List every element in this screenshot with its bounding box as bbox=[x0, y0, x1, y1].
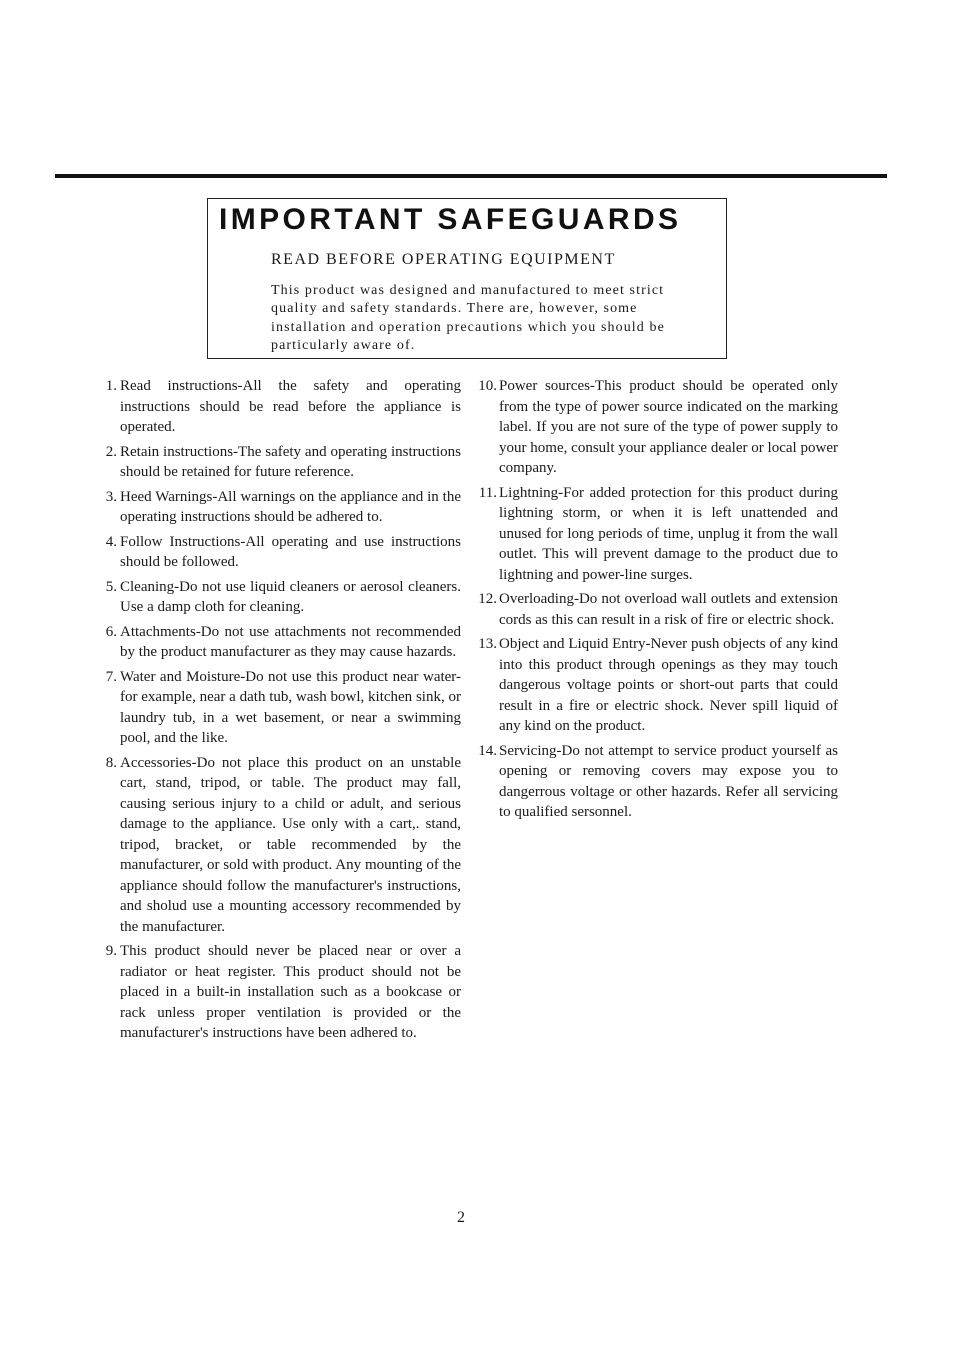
item-number: 6. bbox=[105, 623, 117, 640]
item-number: 4. bbox=[105, 533, 117, 550]
item-text: Follow Instructions-All operating and use instructions should be followed. bbox=[120, 533, 461, 570]
item-text: Overloading-Do not overload wall outlets and extension cords as this can result in a risk of fire or electric shock. bbox=[499, 591, 838, 628]
item-text: Read instructions-All the safety and operating instructions should be read before the appliance is operated. bbox=[120, 378, 461, 435]
list-item bbox=[95, 376, 461, 438]
list-item bbox=[95, 577, 461, 618]
list-item bbox=[95, 487, 461, 528]
list-item bbox=[470, 634, 838, 737]
list-item bbox=[95, 667, 461, 749]
list-item bbox=[95, 941, 461, 1044]
intro-paragraph: This product was designed and manufactured to meet strict quality and safety standards. There are, however, some installation and operation precautions which you should be particularly aware of. bbox=[271, 283, 665, 353]
list-item bbox=[470, 483, 838, 586]
item-text: Object and Liquid Entry-Never push objects of any kind into this product through openings as they may touch dangerous voltage points or short-out parts that could result in a fire or electric shock. Never spill liquid of any kind on the product. bbox=[499, 636, 838, 734]
item-number: 14. bbox=[478, 742, 497, 759]
item-number: 12. bbox=[478, 591, 497, 607]
item-text: Heed Warnings-All warnings on the appliance and in the operating instructions should be adhered to. bbox=[120, 488, 461, 525]
item-number: 8. bbox=[105, 754, 117, 771]
list-item bbox=[470, 589, 838, 630]
item-text: Power sources-This product should be operated only from the type of power source indicated on the marking label. If you are not sure of the type of power supply to your home, consult your appliance dealer or local power company. bbox=[499, 378, 838, 476]
item-number: 7. bbox=[105, 668, 117, 685]
safeguards-header-box bbox=[207, 198, 727, 359]
item-text: Retain instructions-The safety and operating instructions should be retained for future reference. bbox=[120, 443, 461, 480]
item-number: 11. bbox=[478, 484, 497, 501]
list-item bbox=[95, 753, 461, 938]
list-item bbox=[95, 532, 461, 573]
list-item bbox=[470, 376, 838, 479]
item-text: Accessories-Do not place this product on an unstable cart, stand, tripod, or table. The product may fall, causing serious injury to a child or adult, and serious damage to the appliance. Use only with a cart,. stand, tripod, bracket, or table recommended by the manufacturer, or sold with product. Any mounting of the appliance should follow the manufacturer's instructions, and sholud use a mounting accessory recommended by the manufacturer. bbox=[120, 754, 461, 935]
page-title: IMPORTANT SAFEGUARDS bbox=[219, 203, 682, 236]
list-item bbox=[95, 622, 461, 663]
item-number: 3. bbox=[105, 488, 117, 505]
item-number: 13. bbox=[478, 636, 497, 652]
item-text: Cleaning-Do not use liquid cleaners or aerosol cleaners. Use a damp cloth for cleaning. bbox=[120, 578, 461, 615]
item-number: 2. bbox=[105, 443, 117, 460]
item-number: 9. bbox=[105, 943, 117, 959]
item-text: Servicing-Do not attempt to service product yourself as opening or removing covers may expose you to dangerrous voltage or other hazards. Refer all servicing to qualified sersonnel. bbox=[499, 742, 838, 820]
safeguards-list-right bbox=[470, 376, 838, 827]
list-item bbox=[95, 442, 461, 483]
item-number: 1. bbox=[105, 378, 117, 394]
header-rule bbox=[55, 174, 887, 178]
item-text: Attachments-Do not use attachments not recommended by the product manufacturer as they may cause hazards. bbox=[120, 623, 461, 660]
item-number: 5. bbox=[105, 578, 117, 595]
safeguards-list-left bbox=[95, 376, 461, 1048]
page-subtitle: READ BEFORE OPERATING EQUIPMENT bbox=[271, 251, 616, 268]
item-number: 10. bbox=[478, 378, 497, 394]
item-text: Lightning-For added protection for this product during lightning storm, or when it is left unattended and unused for long periods of time, unplug it from the wall outlet. This will prevent damage to the product due to lightning and power-line surges. bbox=[499, 484, 838, 583]
page-number: 2 bbox=[457, 1209, 465, 1226]
list-item bbox=[470, 741, 838, 823]
item-text: This product should never be placed near or over a radiator or heat register. This product should not be placed in a built-in installation such as a bookcase or rack unless proper ventilation is provided or the manufacturer's instructions have been adhered to. bbox=[120, 943, 461, 1041]
item-text: Water and Moisture-Do not use this product near water-for example, near a dath tub, wash bowl, kitchen sink, or laundry tub, in a wet basement, or near a swimming pool, and the like. bbox=[120, 668, 461, 746]
